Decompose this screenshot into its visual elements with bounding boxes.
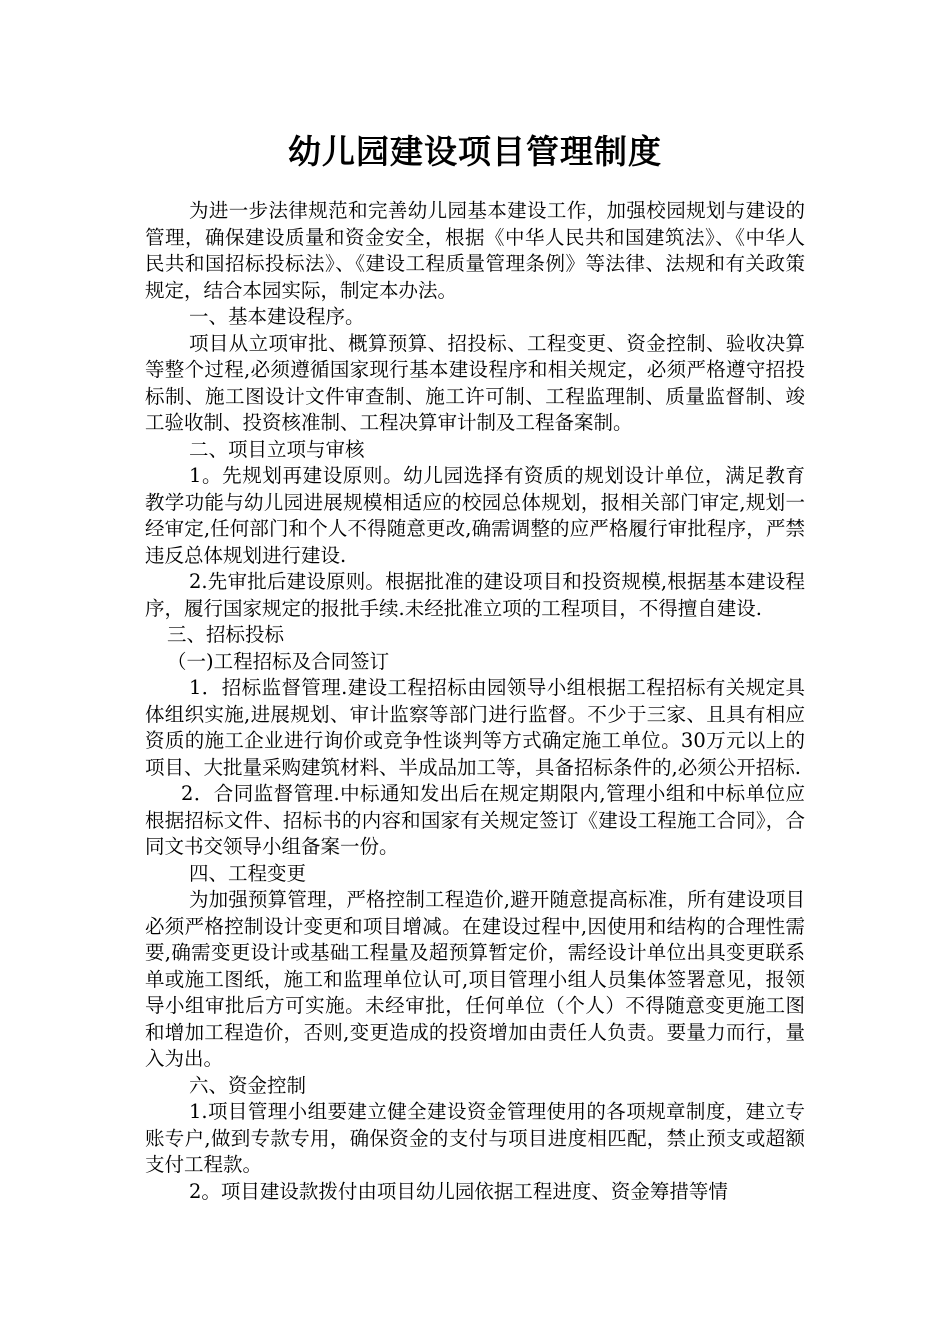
section-4-paragraph: 为加强预算管理，严格控制工程造价,避开随意提高标准，所有建设项目必须严格控制设计变更和项目增减。在建设过程中,因使用和结构的合理性需要,确需变更设计或基础工程量及超预算暂定价，需经设计单位出具变更联系单或施工图纸，施工和监理单位认可,项目管理小组人员集体签署意见，报领导小组审批后方可实施。未经审批，任何单位（个人）不得随意变更施工图和增加工程造价，否则,变更造成的投资增加由责任人负责。要量力而行，量入为出。 xyxy=(145,888,805,1070)
section-heading-2: 二、项目立项与审核 xyxy=(189,437,365,461)
section-3-item-2: 2．合同监督管理.中标通知发出后在规定期限内,管理小组和中标单位应根据招标文件、招标书的内容和国家有关规定签订《建设工程施工合同》，合同文书交领导小组备案一份。 xyxy=(145,782,805,858)
section-2-item-1: 1。先规划再建设原则。幼儿园选择有资质的规划设计单位，满足教育教学功能与幼儿园进展规模相适应的校园总体规划，报相关部门审定,规划一经审定,任何部门和个人不得随意更改,确需调整的应严格履行审批程序，严禁违反总体规划进行建设. xyxy=(145,464,805,567)
section-3-item-1: 1．招标监督管理.建设工程招标由园领导小组根据工程招标有关规定具体组织实施,进展规划、审计监察等部门进行监督。不少于三家、且具有相应资质的施工企业进行询价或竞争性谈判等方式确定施工单位。30万元以上的项目、大批量采购建筑材料、半成品加工等，具备招标条件的,必须公开招标. xyxy=(145,676,805,779)
section-heading-3: 三、招标投标 xyxy=(167,623,285,646)
section-6-item-2: 2。项目建设款拨付由项目幼儿园依据工程进度、资金筹措等情 xyxy=(189,1179,728,1203)
intro-paragraph: 为进一步法律规范和完善幼儿园基本建设工作，加强校园规划与建设的管理，确保建设质量和资金安全，根据《中华人民共和国建筑法》、《中华人民共和国招标投标法》、《建设工程质量管理条例》等法律、法规和有关政策规定，结合本园实际，制定本办法。 xyxy=(145,199,805,302)
section-1-paragraph: 项目从立项审批、概算预算、招投标、工程变更、资金控制、验收决算等整个过程,必须遵循国家现行基本建设程序和相关规定，必须严格遵守招投标制、施工图设计文件审查制、施工许可制、工程监理制、质量监督制、竣工验收制、投资核准制、工程决算审计制及工程备案制。 xyxy=(145,331,805,434)
document-title: 幼儿园建设项目管理制度 xyxy=(288,132,662,171)
section-6-item-1: 1.项目管理小组要建立健全建设资金管理使用的各项规章制度，建立专账专户,做到专款专用，确保资金的支付与项目进度相匹配，禁止预支或超额支付工程款。 xyxy=(145,1100,805,1176)
section-heading-1: 一、基本建设程序。 xyxy=(189,305,365,328)
section-2-item-2: 2.先审批后建设原则。根据批准的建设项目和投资规模,根据基本建设程序，履行国家规定的报批手续.未经批准立项的工程项目，不得擅自建设. xyxy=(145,570,805,620)
subsection-heading-3-1: （一)工程招标及合同签订 xyxy=(167,649,390,673)
section-heading-4: 四、工程变更 xyxy=(189,861,307,885)
section-heading-6: 六、资金控制 xyxy=(189,1073,307,1097)
